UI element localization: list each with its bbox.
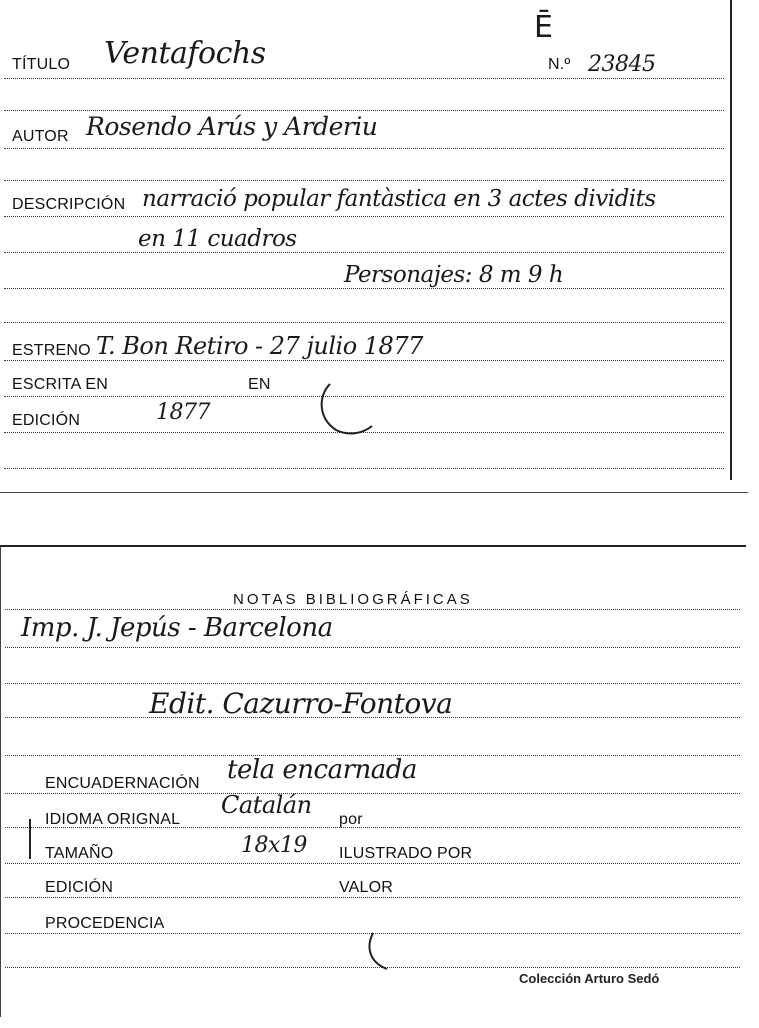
ruled-line	[5, 683, 740, 684]
label-idioma: IDIOMA ORIGNAL	[45, 811, 181, 828]
ruled-line	[5, 863, 740, 864]
handwritten-descripcion-1: narració popular fantàstica en 3 actes dividits	[142, 186, 656, 212]
label-en: EN	[248, 376, 271, 393]
label-valor: VALOR	[339, 879, 394, 896]
handwritten-idioma: Catalán	[221, 791, 312, 819]
label-estreno: ESTRENO	[12, 342, 91, 359]
label-descripcion: DESCRIPCIÓN	[12, 196, 126, 213]
handwritten-estreno: T. Bon Retiro - 27 julio 1877	[96, 332, 423, 360]
handwritten-encuadernacion: tela encarnada	[227, 755, 417, 785]
ruled-line	[4, 78, 724, 79]
label-numero: N.º	[548, 56, 571, 73]
ruled-line	[4, 148, 724, 149]
label-edicion: EDICIÓN	[12, 412, 81, 429]
label-tamano: TAMAÑO	[45, 845, 114, 862]
ruled-line	[4, 252, 724, 253]
ruled-line	[4, 110, 724, 111]
handwritten-personajes: Personajes: 8 m 9 h	[344, 262, 564, 288]
handwritten-edicion: 1877	[156, 400, 210, 425]
margin-bar	[29, 819, 31, 859]
label-por: por	[339, 811, 363, 828]
catalog-card-bottom	[0, 545, 746, 1017]
label-escrita-en: ESCRITA EN	[12, 376, 108, 393]
card-separator	[0, 492, 748, 493]
handwritten-descripcion-2: en 11 cuadros	[138, 226, 297, 252]
ruled-line	[4, 322, 724, 323]
label-encuadernacion: ENCUADERNACIÓN	[45, 775, 200, 792]
ruled-line	[5, 755, 740, 756]
handwritten-tamano: 18x19	[241, 833, 307, 858]
catalog-card-top	[0, 0, 732, 480]
label-autor: AUTOR	[12, 128, 69, 145]
handwritten-notas-1: Imp. J. Jepús - Barcelona	[21, 613, 333, 643]
ruled-line	[5, 609, 740, 610]
ruled-line	[5, 897, 740, 898]
ruled-line	[4, 216, 724, 217]
punch-hole-mark	[361, 927, 411, 977]
handwritten-notas-2: Edit. Cazurro-Fontova	[149, 687, 453, 720]
ruled-line	[4, 288, 724, 289]
ruled-line	[5, 827, 740, 828]
label-titulo: TÍTULO	[12, 56, 71, 73]
ruled-line	[4, 180, 724, 181]
ruled-line	[4, 468, 724, 469]
ruled-line	[5, 647, 740, 648]
ruled-line	[4, 360, 724, 361]
collection-footer: Colección Arturo Sedó	[519, 971, 660, 986]
punch-hole-mark	[312, 370, 382, 440]
stamp-letter: Ē	[534, 10, 553, 45]
handwritten-autor: Rosendo Arús y Arderiu	[86, 112, 378, 141]
label-ilustrado: ILUSTRADO POR	[339, 845, 473, 862]
label-edicion-bottom: EDICIÓN	[45, 879, 114, 896]
ruled-line	[5, 793, 740, 794]
label-procedencia: PROCEDENCIA	[45, 915, 165, 932]
notas-bibliograficas-title: NOTAS BIBLIOGRÁFICAS	[233, 591, 473, 608]
handwritten-titulo: Ventafochs	[104, 36, 266, 71]
handwritten-numero: 23845	[588, 52, 656, 77]
ruled-line	[5, 717, 740, 718]
